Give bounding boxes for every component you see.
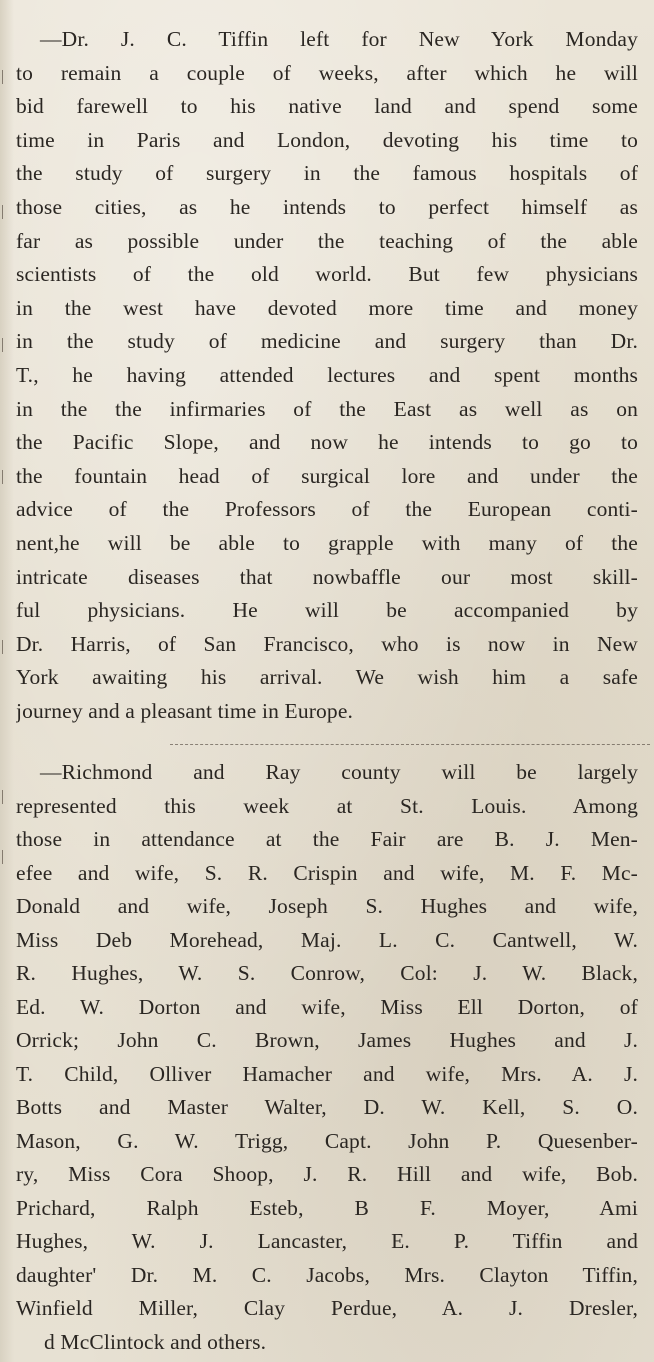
article-line: R. Hughes, W. S. Conrow, Col: J. W. Black,: [16, 961, 638, 985]
article-line: Winfield Miller, Clay Perdue, A. J. Dresler,: [16, 1296, 638, 1320]
article-line: efee and wife, S. R. Crispin and wife, M. F. Mc-: [16, 860, 638, 885]
article-line: York awaiting his arrival. We wish him a safe: [16, 665, 638, 690]
article-line: Botts and Master Walter, D. W. Kell, S. O.: [16, 1095, 638, 1119]
article-line: T., he having attended lectures and spent months: [16, 362, 638, 387]
margin-mark: [2, 850, 11, 864]
article-line: Miss Deb Morehead, Maj. L. C. Cantwell, W.: [16, 927, 638, 952]
article-line: the fountain head of surgical lore and under the: [16, 463, 638, 488]
article-line: scientists of the old world. But few physicians: [16, 262, 638, 287]
article-line: Mason, G. W. Trigg, Capt. John P. Quesenber-: [16, 1128, 638, 1153]
article-st-louis-fair: [16, 756, 638, 1359]
article-line: Ed. W. Dorton and wife, Miss Ell Dorton, of: [16, 994, 638, 1019]
article-line: those cities, as he intends to perfect himself as: [16, 194, 638, 219]
article-line: intricate diseases that nowbaffle our most skill-: [16, 564, 638, 589]
article-line: advice of the Professors of the European conti-: [16, 497, 638, 522]
article-line: those in attendance at the Fair are B. J. Men-: [16, 827, 638, 851]
article-line: Donald and wife, Joseph S. Hughes and wife,: [16, 894, 638, 918]
article-line: nent,he will be able to grapple with many of the: [16, 530, 638, 555]
article-line: Dr. Harris, of San Francisco, who is now in New: [16, 631, 638, 656]
article-line: in the west have devoted more time and money: [16, 295, 638, 320]
article-line: Orrick; John C. Brown, James Hughes and J.: [16, 1028, 638, 1052]
article-divider: [170, 744, 650, 745]
article-line: T. Child, Olliver Hamacher and wife, Mrs. A. J.: [16, 1061, 638, 1086]
margin-mark: [2, 205, 11, 219]
article-line: —Dr. J. C. Tiffin left for New York Monday: [40, 27, 638, 51]
article-line: —Richmond and Ray county will be largely: [40, 760, 638, 784]
article-line: bid farewell to his native land and spend some: [16, 94, 638, 119]
article-line: ry, Miss Cora Shoop, J. R. Hill and wife, Bob.: [16, 1162, 638, 1186]
article-line: in the study of medicine and surgery than Dr.: [16, 329, 638, 354]
article-line: far as possible under the teaching of the able: [16, 228, 638, 253]
margin-mark: [2, 640, 11, 654]
article-line: ful physicians. He will be accompanied by: [16, 598, 638, 623]
margin-mark: [2, 470, 11, 484]
article-tiffin-departure: [16, 23, 638, 728]
article-line: to remain a couple of weeks, after which he will: [16, 60, 638, 85]
article-line: in the the infirmaries of the East as well as on: [16, 396, 638, 421]
article-line: the study of surgery in the famous hospitals of: [16, 161, 638, 186]
article-line: daughter' Dr. M. C. Jacobs, Mrs. Clayton Tiffin,: [16, 1262, 638, 1287]
margin-mark: [2, 70, 11, 84]
article-line: Hughes, W. J. Lancaster, E. P. Tiffin and: [16, 1229, 638, 1253]
article-line: d McClintock and others.: [44, 1329, 267, 1354]
margin-mark: [2, 790, 11, 804]
article-line: the Pacific Slope, and now he intends to go to: [16, 430, 638, 455]
article-line: journey and a pleasant time in Europe.: [16, 698, 354, 723]
article-line: represented this week at St. Louis. Among: [16, 793, 638, 818]
article-line: Prichard, Ralph Esteb, B F. Moyer, Ami: [16, 1195, 638, 1220]
margin-mark: [2, 338, 11, 352]
article-line: time in Paris and London, devoting his time to: [16, 127, 638, 152]
